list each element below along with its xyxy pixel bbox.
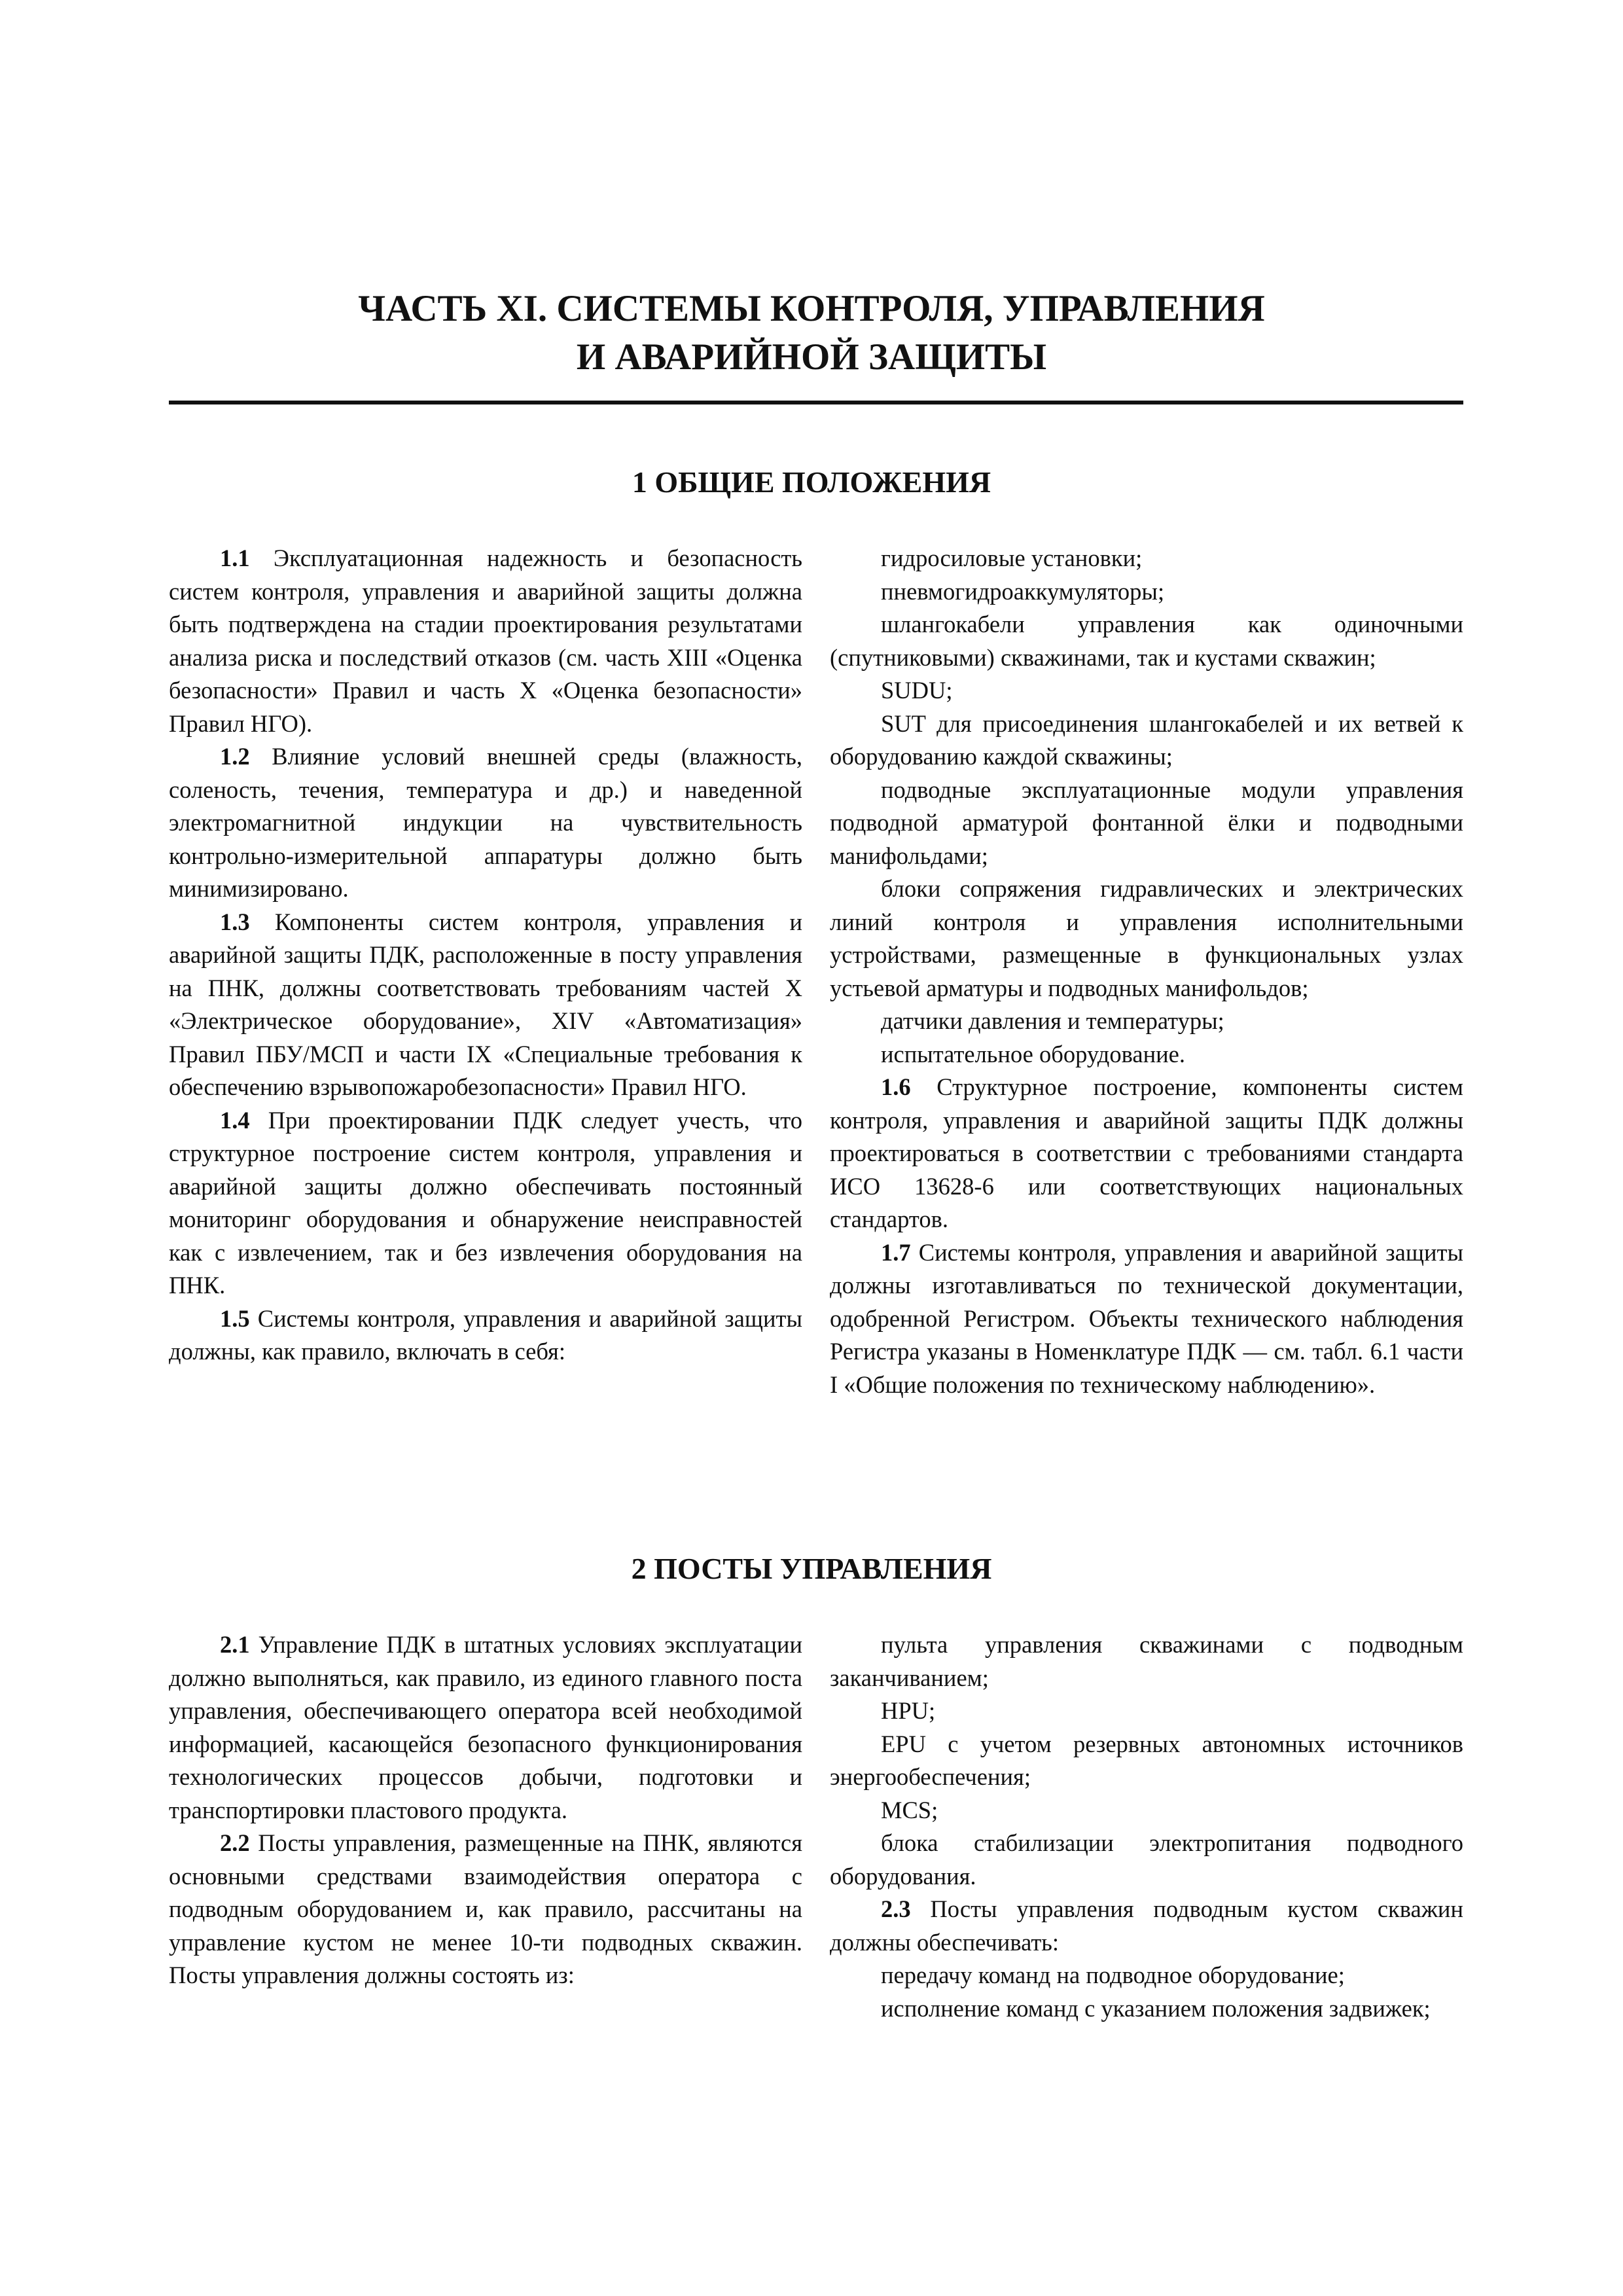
paragraph-text: EPU с учетом резервных автономных источников энергообеспечения;: [830, 1730, 1463, 1790]
paragraph-text: датчики давления и температуры;: [881, 1007, 1224, 1034]
paragraph-text: блоки сопряжения гидравлических и электрических линий контроля и управления исполнительными устройствами, размещенные в функциональных узлах устьевой арматуры и подводных манифольдов;: [830, 875, 1463, 1001]
paragraph: [830, 1959, 1463, 1992]
clause-number: 1.5: [220, 1304, 250, 1332]
paragraph: [830, 608, 1463, 674]
paragraph: [169, 1628, 802, 1827]
paragraph-text: пневмогидроаккумуляторы;: [881, 577, 1165, 605]
paragraph: [169, 1827, 802, 1992]
paragraph: [830, 708, 1463, 774]
paragraph: [830, 1695, 1463, 1728]
section-2-left-column: [169, 1628, 802, 1992]
paragraph-text: SUT для присоединения шлангокабелей и их ветвей к оборудованию каждой скважины;: [830, 709, 1463, 770]
paragraph-text: MCS;: [881, 1796, 938, 1823]
paragraph: [169, 740, 802, 906]
paragraph: [830, 1628, 1463, 1695]
clause-number: 1.2: [220, 743, 250, 770]
title-divider: [169, 401, 1463, 404]
clause-number: 1.3: [220, 908, 250, 935]
section-1-right-column: [830, 542, 1463, 1401]
clause-number: 1.6: [881, 1073, 911, 1100]
paragraph-text: шлангокабели управления как одиночными (спутниковыми) скважинами, так и кустами скважин;: [830, 611, 1463, 671]
paragraph-text: Системы контроля, управления и аварийной защиты должны, как правило, включать в себя:: [169, 1304, 802, 1365]
section-1-title: 1 ОБЩИЕ ПОЛОЖЕНИЯ: [632, 465, 991, 499]
paragraph-text: При проектировании ПДК следует учесть, что структурное построение систем контроля, управления и аварийной защиты должно обеспечивать постоянный мониторинг оборудования и обнаружение неисправностей как с извлечением, так и без извлечения оборудования на ПНК.: [169, 1106, 802, 1299]
paragraph: [169, 906, 802, 1104]
section-2-title: 2 ПОСТЫ УПРАВЛЕНИЯ: [631, 1552, 992, 1585]
paragraph: [830, 1728, 1463, 1794]
paragraph: [830, 1794, 1463, 1827]
paragraph-text: исполнение команд с указанием положения задвижек;: [881, 1994, 1431, 2022]
clause-number: 2.3: [881, 1895, 911, 1922]
paragraph: [169, 542, 802, 740]
paragraph-text: блока стабилизации электропитания подводного оборудования.: [830, 1829, 1463, 1890]
paragraph: [830, 1005, 1463, 1038]
clause-number: 2.1: [220, 1631, 250, 1658]
paragraph: [830, 542, 1463, 575]
part-title-line-1: ЧАСТЬ XI. СИСТЕМЫ КОНТРОЛЯ, УПРАВЛЕНИЯ: [358, 288, 1265, 329]
paragraph-text: Влияние условий внешней среды (влажность, соленость, течения, температура и др.) и наведенной электромагнитной индукции на чувствительность контрольно-измерительной аппаратуры должно быть минимизировано.: [169, 743, 802, 902]
paragraph-text: Эксплуатационная надежность и безопасность систем контроля, управления и аварийной защиты должна быть подтверждена на стадии проектирования результатами анализа риска и последствий отказов (см. часть XIII «Оценка безопасности» Правил и часть X «Оценка безопасности» Правил НГО).: [169, 545, 802, 737]
paragraph-text: гидросиловые установки;: [881, 545, 1143, 571]
paragraph: [830, 1992, 1463, 2026]
paragraph-text: Посты управления, размещенные на ПНК, являются основными средствами взаимодействия оператора с подводным оборудованием и, как правило, рассчитаны на управление кустом не менее 10-ти подводных скважин. Посты управления должны состоять из:: [169, 1829, 802, 1988]
part-title-line-2: И АВАРИЙНОЙ ЗАЩИТЫ: [576, 336, 1047, 378]
paragraph-text: SUDU;: [881, 677, 953, 704]
part-title: [0, 285, 1623, 382]
section-1-left-column: [169, 542, 802, 1369]
paragraph: [830, 1893, 1463, 1959]
paragraph-text: испытательное оборудование.: [881, 1040, 1185, 1067]
paragraph: [830, 1827, 1463, 1893]
paragraph: [830, 575, 1463, 609]
clause-number: 1.1: [220, 545, 250, 571]
clause-number: 1.7: [881, 1238, 911, 1266]
paragraph: [830, 1236, 1463, 1402]
paragraph-text: Управление ПДК в штатных условиях эксплуатации должно выполняться, как правило, из единого главного поста управления, обеспечивающего оператора всей необходимой информацией, касающейся безопасного функционирования технологических процессов добычи, подготовки и транспортировки пластового продукта.: [169, 1631, 802, 1823]
paragraph-text: передачу команд на подводное оборудование;: [881, 1962, 1345, 1988]
clause-number: 1.4: [220, 1106, 250, 1134]
paragraph-text: Системы контроля, управления и аварийной защиты должны изготавливаться по технической документации, одобренной Регистром. Объекты технического наблюдения Регистра указаны в Номенклатуре ПДК — см. табл. 6.1 части I «Общие положения по техническому наблюдению».: [830, 1238, 1463, 1398]
paragraph: [830, 872, 1463, 1005]
paragraph-text: подводные эксплуатационные модули управления подводной арматурой фонтанной ёлки и подводными манифольдами;: [830, 776, 1463, 869]
paragraph: [830, 674, 1463, 708]
paragraph-text: Компоненты систем контроля, управления и аварийной защиты ПДК, расположенные в посту управления на ПНК, должны соответствовать требованиям частей X «Электрическое оборудование», XIV «Автоматизация» Правил ПБУ/МСП и части IX «Специальные требования к обеспечению взрывопожаробезопасности» Правил НГО.: [169, 908, 802, 1100]
paragraph: [830, 774, 1463, 873]
paragraph-text: HPU;: [881, 1697, 936, 1724]
paragraph: [169, 1302, 802, 1369]
paragraph: [830, 1071, 1463, 1236]
paragraph: [830, 1038, 1463, 1071]
section-2-right-column: [830, 1628, 1463, 2025]
paragraph: [169, 1104, 802, 1302]
clause-number: 2.2: [220, 1829, 250, 1856]
paragraph-text: пульта управления скважинами с подводным заканчиванием;: [830, 1631, 1463, 1691]
paragraph-text: Структурное построение, компоненты систем контроля, управления и аварийной защиты ПДК должны проектироваться в соответствии с требованиями стандарта ИСО 13628-6 или соответствующих национальных стандартов.: [830, 1073, 1463, 1232]
paragraph-text: Посты управления подводным кустом скважин должны обеспечивать:: [830, 1895, 1463, 1956]
